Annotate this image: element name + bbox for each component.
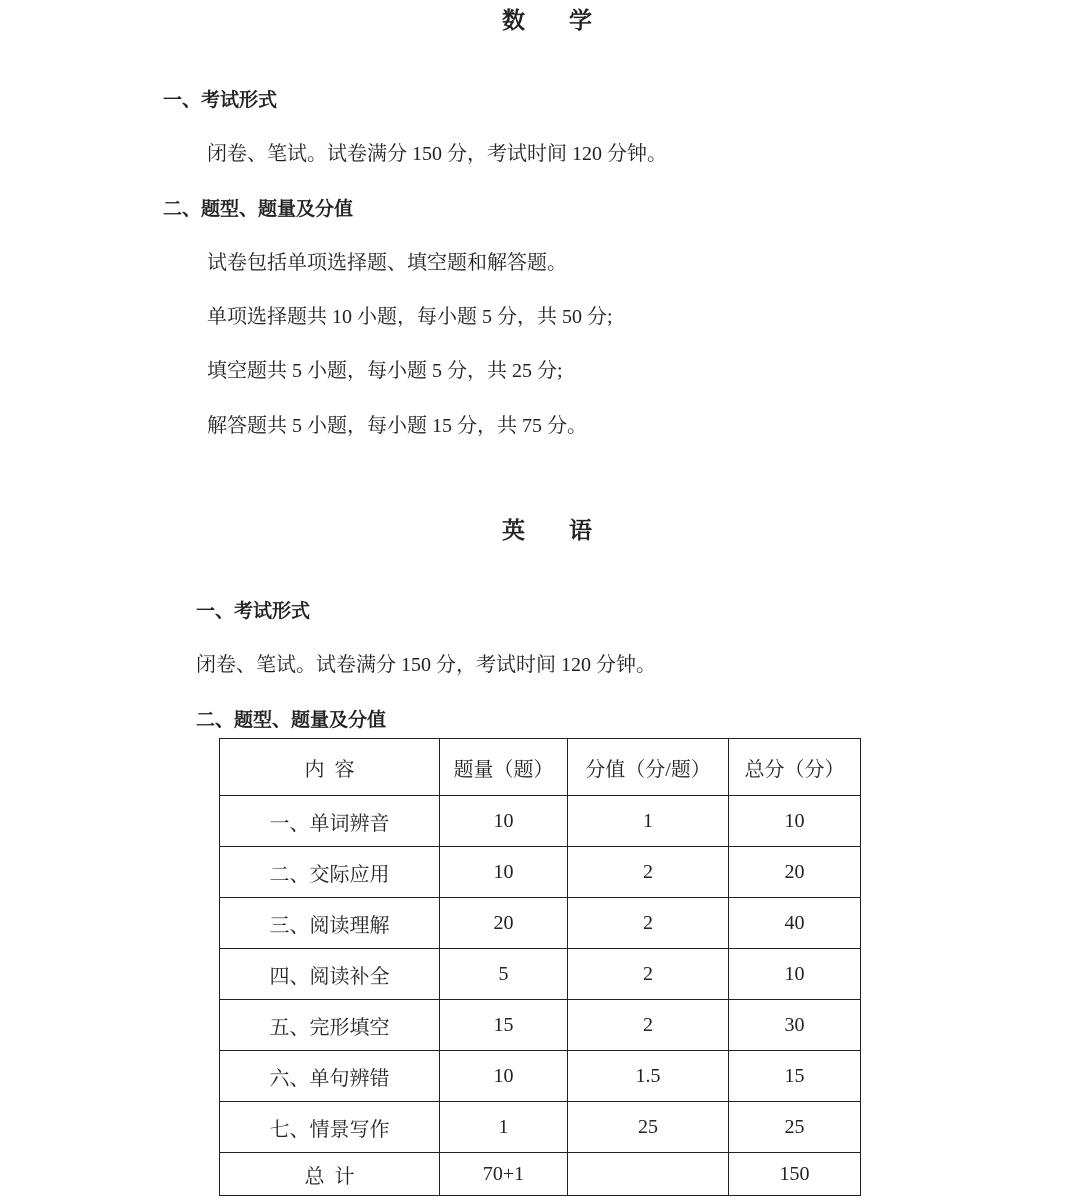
cell: 2 xyxy=(568,847,729,898)
table-row xyxy=(220,898,861,949)
cell: 25 xyxy=(568,1102,729,1153)
cell: 15 xyxy=(440,1000,568,1051)
math-line: 填空题共 5 小题，每小题 5 分，共 25 分; xyxy=(207,360,563,382)
table-row xyxy=(220,796,861,847)
cell xyxy=(568,1153,729,1196)
cell: 25 xyxy=(729,1102,861,1153)
cell: 总 计 xyxy=(220,1153,440,1196)
cell: 70+1 xyxy=(440,1153,568,1196)
math-line: 解答题共 5 小题，每小题 15 分，共 75 分。 xyxy=(207,415,587,437)
math-line: 单项选择题共 10 小题，每小题 5 分，共 50 分; xyxy=(207,306,613,328)
math-section1-text: 闭卷、笔试。试卷满分 150 分，考试时间 120 分钟。 xyxy=(207,143,667,165)
english-title: 英 语 xyxy=(502,518,611,544)
cell: 七、情景写作 xyxy=(220,1102,440,1153)
cell: 1 xyxy=(568,796,729,847)
table-row xyxy=(220,1051,861,1102)
header-cell: 总分（分） xyxy=(729,739,861,796)
cell: 10 xyxy=(440,847,568,898)
header-cell: 分值（分/题） xyxy=(568,739,729,796)
math-line: 试卷包括单项选择题、填空题和解答题。 xyxy=(207,252,567,274)
cell: 五、完形填空 xyxy=(220,1000,440,1051)
english-section1-heading: 一、考试形式 xyxy=(196,600,311,622)
cell: 20 xyxy=(440,898,568,949)
cell: 2 xyxy=(568,949,729,1000)
cell: 三、阅读理解 xyxy=(220,898,440,949)
cell: 10 xyxy=(729,949,861,1000)
english-section2-heading: 二、题型、题量及分值 xyxy=(196,709,387,731)
cell: 10 xyxy=(440,1051,568,1102)
cell: 四、阅读补全 xyxy=(220,949,440,1000)
table-row xyxy=(220,1102,861,1153)
cell: 5 xyxy=(440,949,568,1000)
cell: 一、单词辨音 xyxy=(220,796,440,847)
cell: 20 xyxy=(729,847,861,898)
table-total-row xyxy=(220,1153,861,1196)
cell: 150 xyxy=(729,1153,861,1196)
table-row xyxy=(220,847,861,898)
math-section1-heading: 一、考试形式 xyxy=(163,89,278,111)
cell: 2 xyxy=(568,1000,729,1051)
header-cell: 题量（题） xyxy=(440,739,568,796)
cell: 二、交际应用 xyxy=(220,847,440,898)
cell: 10 xyxy=(440,796,568,847)
table-row xyxy=(220,1000,861,1051)
table-header-row xyxy=(220,739,861,796)
cell: 40 xyxy=(729,898,861,949)
cell: 2 xyxy=(568,898,729,949)
header-cell: 内 容 xyxy=(220,739,440,796)
cell: 30 xyxy=(729,1000,861,1051)
table-row xyxy=(220,949,861,1000)
cell: 六、单句辨错 xyxy=(220,1051,440,1102)
cell: 1.5 xyxy=(568,1051,729,1102)
english-section1-text: 闭卷、笔试。试卷满分 150 分，考试时间 120 分钟。 xyxy=(196,654,656,676)
cell: 1 xyxy=(440,1102,568,1153)
cell: 15 xyxy=(729,1051,861,1102)
math-title: 数 学 xyxy=(502,8,611,34)
cell: 10 xyxy=(729,796,861,847)
math-section2-heading: 二、题型、题量及分值 xyxy=(163,198,354,220)
english-score-table xyxy=(219,738,861,1196)
